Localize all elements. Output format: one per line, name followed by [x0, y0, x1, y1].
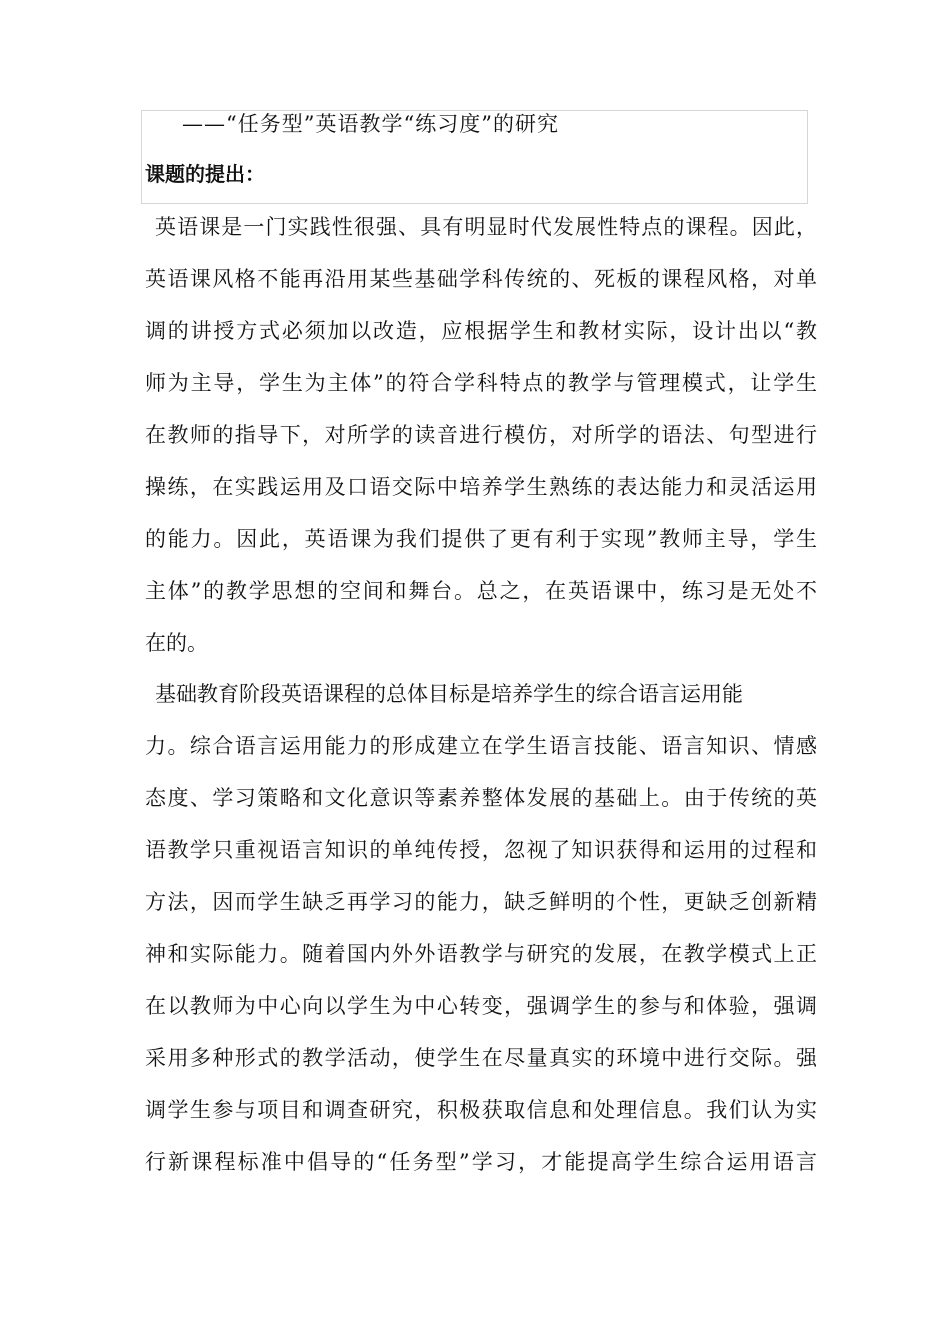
paragraph-line: 操练，在实践运用及口语交际中培养学生熟练的表达能力和灵活运用	[145, 475, 817, 499]
paragraph-line: 语教学只重视语言知识的单纯传授，忽视了知识获得和运用的过程和	[145, 838, 817, 862]
paragraph-line: 主体”的教学思想的空间和舞台。总之，在英语课中，练习是无处不	[145, 579, 817, 603]
paragraph-line: 态度、学习策略和文化意识等素养整体发展的基础上。由于传统的英	[145, 786, 817, 810]
paragraph-2	[145, 668, 817, 1188]
paragraph-line: 调的讲授方式必须加以改造，应根据学生和教材实际，设计出以“教	[145, 319, 817, 343]
paragraph-line: 师为主导，学生为主体”的符合学科特点的教学与管理模式，让学生	[145, 371, 817, 395]
paragraph-line: 的能力。因此，英语课为我们提供了更有利于实现”教师主导，学生	[145, 527, 817, 551]
section-heading: 课题的提出：	[145, 162, 265, 186]
paragraph-line: 行新课程标准中倡导的“任务型”学习，才能提高学生综合运用语言	[145, 1150, 817, 1174]
paragraph-line: 在的。	[145, 631, 208, 655]
paragraph-line: 调学生参与项目和调查研究，积极获取信息和处理信息。我们认为实	[145, 1098, 817, 1122]
paragraph-line: 基础教育阶段英语课程的总体目标是培养学生的综合语言运用能	[155, 682, 743, 706]
paragraph-1	[145, 201, 817, 669]
paragraph-line: 在教师的指导下，对所学的读音进行模仿，对所学的语法、句型进行	[145, 423, 817, 447]
paragraph-line: 采用多种形式的教学活动，使学生在尽量真实的环境中进行交际。强	[145, 1046, 817, 1070]
document-subtitle: ——“任务型”英语教学“练习度”的研究	[182, 112, 559, 136]
paragraph-line: 英语课是一门实践性很强、具有明显时代发展性特点的课程。因此，	[155, 215, 817, 239]
paragraph-line: 力。综合语言运用能力的形成建立在学生语言技能、语言知识、情感	[145, 734, 817, 758]
paragraph-line: 在以教师为中心向以学生为中心转变，强调学生的参与和体验，强调	[145, 994, 817, 1018]
paragraph-line: 方法，因而学生缺乏再学习的能力，缺乏鲜明的个性，更缺乏创新精	[145, 890, 817, 914]
paragraph-line: 英语课风格不能再沿用某些基础学科传统的、死板的课程风格，对单	[145, 267, 817, 291]
paragraph-line: 神和实际能力。随着国内外外语教学与研究的发展，在教学模式上正	[145, 942, 817, 966]
